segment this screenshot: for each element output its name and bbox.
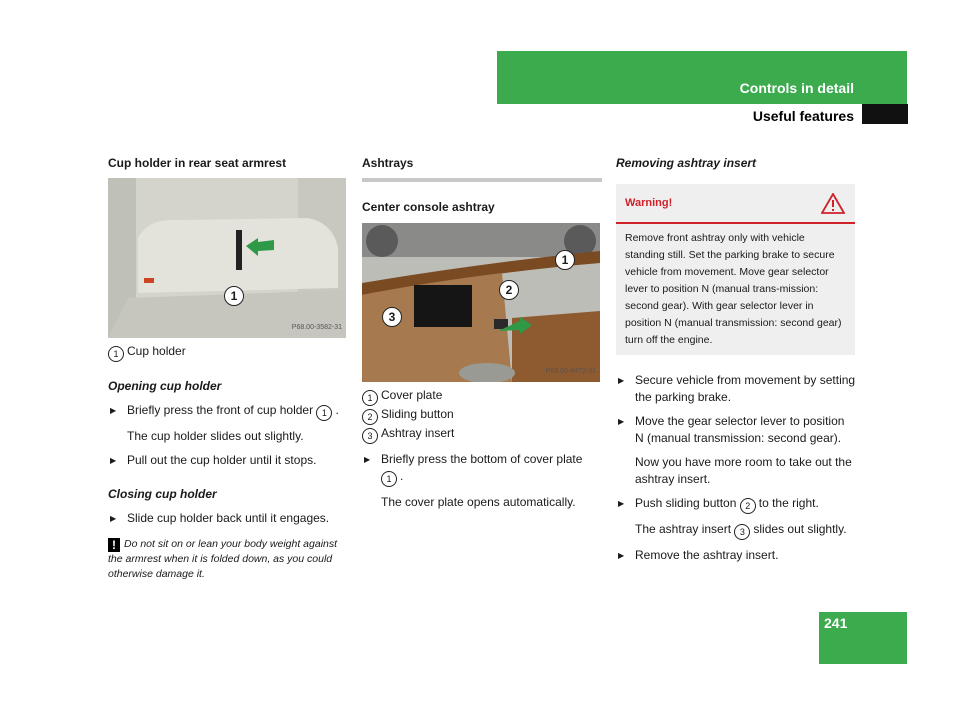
removing-heading: Removing ashtray insert bbox=[616, 156, 757, 170]
closing-heading: Closing cup holder bbox=[108, 487, 217, 501]
section-title: Controls in detail bbox=[739, 80, 854, 96]
legend-text: Cover plate bbox=[381, 388, 443, 402]
column-removing-ashtray bbox=[616, 155, 856, 564]
legend-item bbox=[362, 387, 602, 406]
inline-callout: 3 bbox=[734, 524, 750, 540]
step-text: Briefly press the bottom of cover plate bbox=[381, 452, 583, 466]
step-item: ▶ Slide cup holder back until it engages. bbox=[108, 510, 348, 527]
column-cup-holder bbox=[108, 155, 348, 582]
step-item bbox=[616, 495, 856, 514]
column-ashtrays bbox=[362, 155, 602, 511]
subsection-title: Useful features bbox=[752, 108, 854, 124]
legend-number: 1 bbox=[108, 346, 124, 362]
warning-header bbox=[616, 184, 855, 224]
legend-number: 3 bbox=[362, 428, 378, 444]
heading-rule bbox=[362, 178, 602, 182]
step-text: Briefly press the front of cup holder bbox=[127, 403, 314, 417]
legend-text: Sliding button bbox=[381, 407, 454, 421]
image-code: P68.00-3582-31 bbox=[291, 324, 342, 331]
step-text: The ashtray insert bbox=[635, 522, 732, 536]
callout-1: 1 bbox=[224, 286, 244, 306]
step-item: ▶ Pull out the cup holder until it stops. bbox=[108, 452, 348, 469]
caution-note bbox=[108, 537, 348, 582]
step-item: ▶ Briefly press the front of cup holder 1 . bbox=[108, 402, 348, 421]
legend-text: Cup holder bbox=[127, 344, 186, 358]
step-result bbox=[616, 521, 856, 540]
image-code: P68.00-4472-31 bbox=[545, 368, 596, 375]
header-bar bbox=[497, 51, 907, 104]
callout-3: 3 bbox=[382, 307, 402, 327]
step-text: Push sliding button bbox=[635, 496, 737, 510]
cup-holder-image bbox=[108, 178, 346, 338]
warning-text: Remove front ashtray only with vehicle standing still. Set the parking brake to secure vehicle from movement. Move gear selector lever to position N (manual trans-mission: second gear). With gear selector lever in position N (manual transmission: second gear) turn off the engine. bbox=[625, 232, 842, 346]
page-number: 241 bbox=[824, 615, 848, 631]
ashtrays-heading: Ashtrays bbox=[362, 156, 414, 170]
step-item: ▶ Secure vehicle from movement by setting the parking brake. bbox=[616, 372, 856, 406]
opening-heading: Opening cup holder bbox=[108, 379, 222, 393]
step-result: Now you have more room to take out the ashtray insert. bbox=[635, 455, 852, 486]
legend-text: Ashtray insert bbox=[381, 426, 455, 440]
inline-callout: 1 bbox=[381, 471, 397, 487]
step-text: slides out slightly. bbox=[753, 522, 847, 536]
caution-text: Do not sit on or lean your body weight against the armrest when it is folded down, as you could otherwise damage it. bbox=[108, 538, 338, 580]
legend-number: 2 bbox=[362, 409, 378, 425]
section-tab bbox=[862, 104, 908, 124]
ashtray-image bbox=[362, 223, 600, 382]
step-item: ▶ Move the gear selector lever to position N (manual transmission: second gear). bbox=[616, 413, 856, 447]
cup-holder-heading: Cup holder in rear seat armrest bbox=[108, 156, 287, 170]
legend-item bbox=[362, 406, 602, 425]
legend-item bbox=[108, 343, 348, 362]
inline-callout: 2 bbox=[740, 498, 756, 514]
warning-title: Warning! bbox=[625, 196, 673, 209]
step-result: The cup holder slides out slightly. bbox=[127, 429, 304, 443]
step-text: to the right. bbox=[758, 496, 819, 510]
inline-callout: 1 bbox=[316, 405, 332, 421]
warning-triangle-icon bbox=[821, 193, 845, 214]
step-item: ▶ Remove the ashtray insert. bbox=[616, 547, 856, 564]
callout-1: 1 bbox=[555, 250, 575, 270]
step-result: The cover plate opens automatically. bbox=[381, 495, 576, 509]
legend-number: 1 bbox=[362, 390, 378, 406]
callout-2: 2 bbox=[499, 280, 519, 300]
step-item: ▶ Briefly press the bottom of cover plate 1 . bbox=[362, 451, 602, 487]
center-console-heading: Center console ashtray bbox=[362, 200, 495, 214]
console-illustration bbox=[362, 223, 600, 382]
caution-icon: ! bbox=[108, 538, 120, 552]
warning-box bbox=[616, 184, 855, 355]
armrest-illustration bbox=[108, 178, 346, 338]
legend-item bbox=[362, 425, 602, 444]
